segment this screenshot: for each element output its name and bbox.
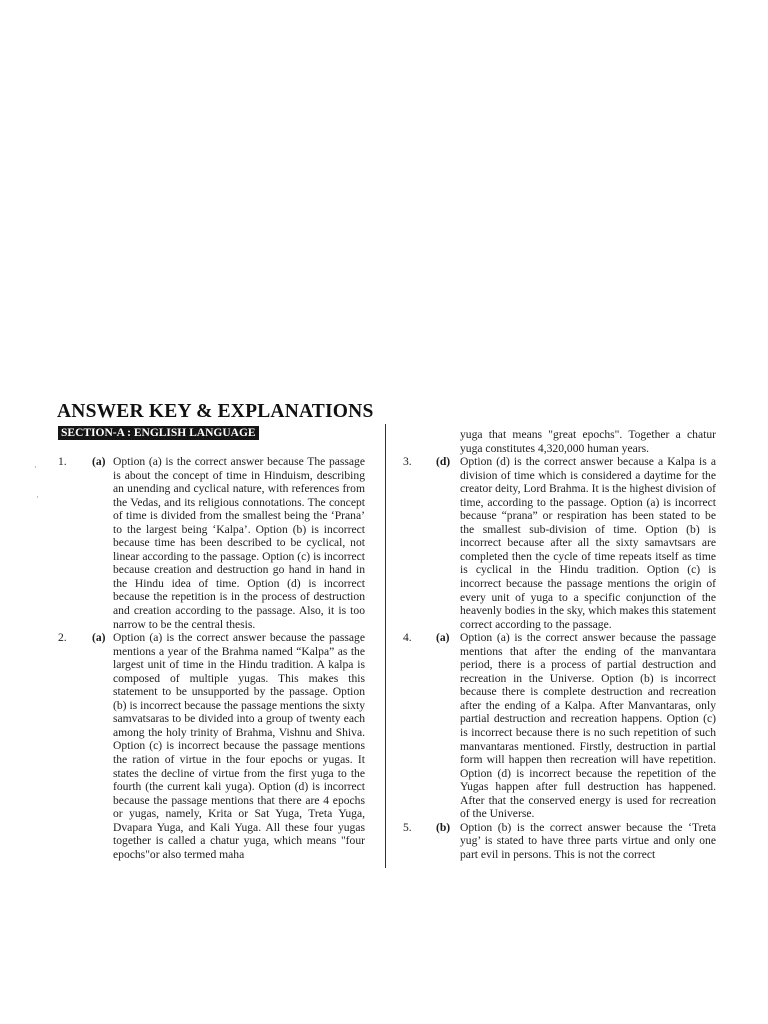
question-number: 2. [58, 631, 67, 645]
right-column [400, 428, 716, 862]
answer-item-3 [400, 455, 716, 631]
question-number: 1. [58, 455, 67, 468]
answer-item-1 [55, 455, 365, 631]
explanation-text: Option (d) is the correct answer because a Kalpa is a division of time which is considered a daytime for the creator deity, Lord Brahma. It is the highest division of time, according to the passage. Option (a) is incorrect because “prana” or respiration has been stated to be the smallest sub-division of time. Option (b) is incorrect because after all the sixty samavtsars are completed then the cycle of time repeats itself as time is cyclical in the Hindu tradition. Option (c) is incorrect because the passage mentions the origin of every unit of yuga to a specific conjunction of the heavenly bodies in the sky, which makes this statement correct according to the passage. [460, 455, 716, 631]
scan-speck: · [34, 462, 37, 472]
left-column [55, 455, 365, 861]
question-number: 3. [403, 455, 412, 469]
answer-item-4 [400, 631, 716, 821]
explanation-text: Option (a) is the correct answer because the passage mentions a year of the Brahma named “Kalpa” as the largest unit of time in the Hindu tradition. A kalpa is composed of multiple yugas. This makes this statement to be unsupported by the passage. Option (b) is incorrect because the passage mentions the sixty samvatsaras to be divided into a group of twenty each among the holy trinity of Brahma, Vishnu and Shiva. Option (c) is incorrect because the passage mentions the ration of virtue in the four epochs or yugas. It states the decline of virtue from the first yuga to the fourth (the current kali yuga). Option (d) is incorrect because the passage mentions that there are 4 epochs or yugas, namely, Krita or Sat Yuga, Treta Yuga, Dvapara Yuga, and Kali Yuga. All these four yugas together is called a chatur yuga, which means "four epochs"or also termed maha [113, 631, 365, 861]
question-number: 4. [403, 631, 412, 645]
answer-option: (a) [92, 455, 106, 468]
explanation-text: Option (a) is the correct answer because The passage is about the concept of time in Hinduism, describing an unending and cyclical nature, with references from the Vedas, and its religious connotations. The concept of time is divided from the smallest being the ‘Prana’ to the largest being ‘Kalpa’. Option (b) is incorrect because time has been described to be cyclical, not linear according to the passage. Option (c) is incorrect because creation and destruction go hand in hand in the Hindu idea of time. Option (d) is incorrect because the repetition is in the process of destruction and creation according to the passage. Also, it is too narrow to be the central thesis. [113, 455, 365, 631]
answer-option: (d) [436, 455, 451, 469]
explanation-text: Option (a) is the correct answer because the passage mentions that after the ending of the manvantara period, there is a process of partial destruction and recreation in the Universe. Option (b) is incorrect because there is complete destruction and recreation after the ending of a Kalpa. After Manvantaras, only partial destruction and recreation happens. Option (c) is incorrect because there is no such repetition of such manvantaras mentioned. Firstly, destruction in partial form will happen then recreation will have repetition. Option (d) is incorrect because the repetition of the Yugas happen after full destruction has happened. After that the conserved energy is used for recreation of the Universe. [460, 631, 716, 821]
answer-option: (a) [436, 631, 450, 645]
column-divider [385, 424, 386, 868]
continued-text: yuga that means "great epochs". Together a chatur yuga constitutes 4,320,000 human years. [460, 428, 716, 455]
question-number: 5. [403, 820, 412, 834]
explanation-text: Option (b) is the correct answer because the ‘Treta yug’ is stated to have three parts virtue and only one part evil in persons. This is not the correct [460, 820, 716, 861]
answer-option: (b) [436, 820, 451, 834]
document-heading: ANSWER KEY & EXPLANATIONS [57, 401, 374, 422]
section-label: SECTION-A : ENGLISH LANGUAGE [58, 426, 259, 440]
answer-item-5 [400, 821, 716, 862]
answer-item-2 [55, 631, 365, 861]
answer-option: (a) [92, 631, 106, 645]
scan-speck: · [36, 492, 39, 502]
